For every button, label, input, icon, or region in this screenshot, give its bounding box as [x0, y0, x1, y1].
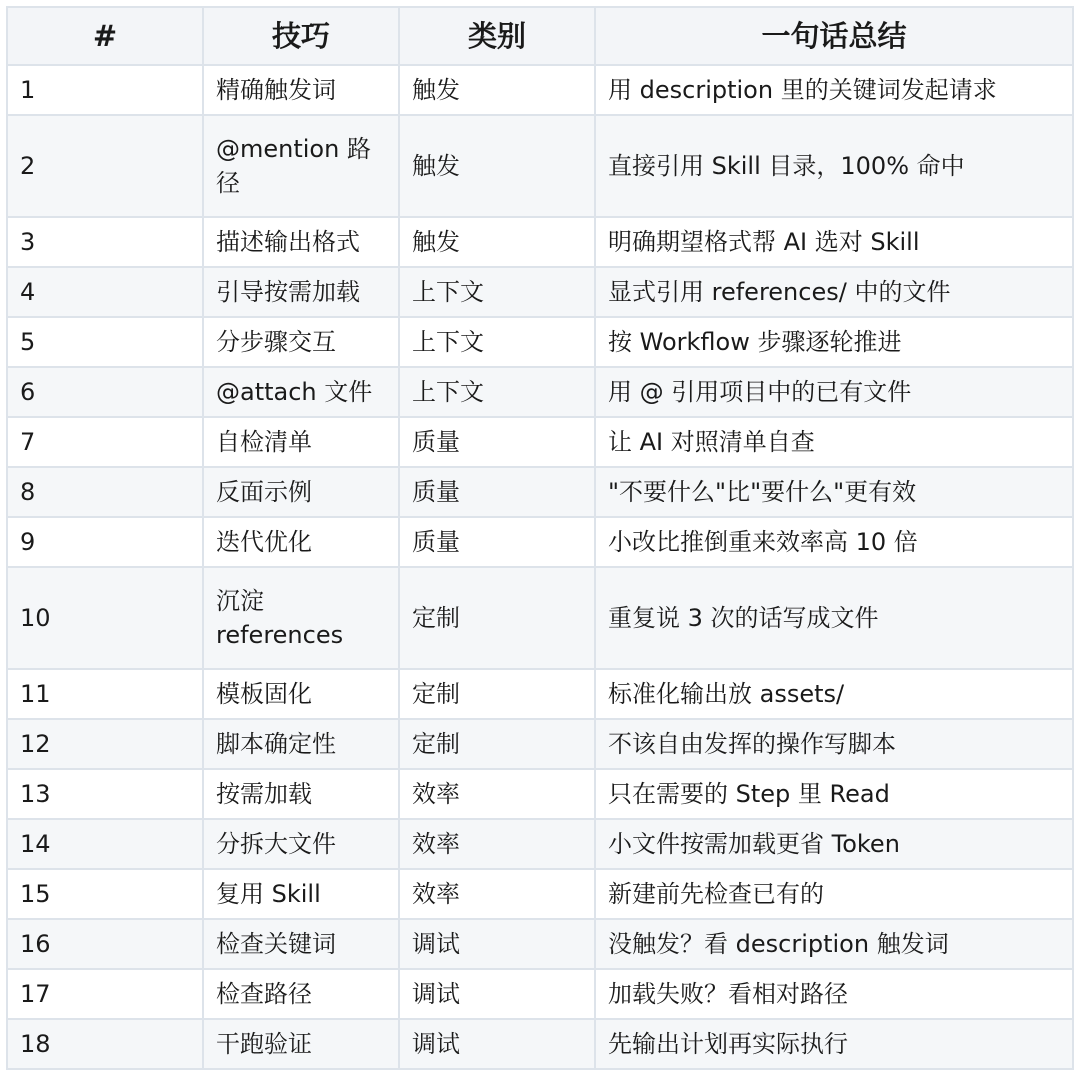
- table-row: [7, 669, 1073, 719]
- cell-tip: 分拆大文件: [203, 819, 399, 869]
- header-summary: 一句话总结: [595, 7, 1073, 65]
- cell-summary: "不要什么"比"要什么"更有效: [595, 467, 1073, 517]
- cell-summary: 用 description 里的关键词发起请求: [595, 65, 1073, 115]
- cell-number: 4: [7, 267, 203, 317]
- cell-tip: 干跑验证: [203, 1019, 399, 1069]
- table-row: [7, 869, 1073, 919]
- cell-summary: 用 @ 引用项目中的已有文件: [595, 367, 1073, 417]
- table-row: [7, 217, 1073, 267]
- table-row: [7, 467, 1073, 517]
- cell-number: 3: [7, 217, 203, 267]
- cell-category: 定制: [399, 719, 595, 769]
- cell-category: 质量: [399, 517, 595, 567]
- cell-number: 14: [7, 819, 203, 869]
- cell-tip: @mention 路径: [203, 115, 399, 217]
- cell-number: 15: [7, 869, 203, 919]
- cell-tip: 精确触发词: [203, 65, 399, 115]
- cell-summary: 直接引用 Skill 目录，100% 命中: [595, 115, 1073, 217]
- cell-category: 定制: [399, 669, 595, 719]
- table-row: [7, 317, 1073, 367]
- cell-category: 触发: [399, 217, 595, 267]
- cell-category: 效率: [399, 819, 595, 869]
- table-row: [7, 65, 1073, 115]
- cell-number: 12: [7, 719, 203, 769]
- cell-summary: 加载失败？看相对路径: [595, 969, 1073, 1019]
- cell-tip: 检查关键词: [203, 919, 399, 969]
- cell-category: 触发: [399, 65, 595, 115]
- cell-category: 质量: [399, 467, 595, 517]
- table-row: [7, 567, 1073, 669]
- cell-category: 定制: [399, 567, 595, 669]
- cell-summary: 小文件按需加载更省 Token: [595, 819, 1073, 869]
- cell-tip: 描述输出格式: [203, 217, 399, 267]
- table-row: [7, 367, 1073, 417]
- cell-tip: 引导按需加载: [203, 267, 399, 317]
- header-row: [7, 7, 1073, 65]
- cell-category: 上下文: [399, 317, 595, 367]
- table-row: [7, 719, 1073, 769]
- cell-tip: 按需加载: [203, 769, 399, 819]
- cell-tip: @attach 文件: [203, 367, 399, 417]
- table-row: [7, 969, 1073, 1019]
- cell-summary: 让 AI 对照清单自查: [595, 417, 1073, 467]
- cell-number: 7: [7, 417, 203, 467]
- cell-number: 5: [7, 317, 203, 367]
- cell-category: 调试: [399, 919, 595, 969]
- cell-number: 8: [7, 467, 203, 517]
- table-row: [7, 267, 1073, 317]
- table-row: [7, 115, 1073, 217]
- cell-number: 9: [7, 517, 203, 567]
- cell-tip: 复用 Skill: [203, 869, 399, 919]
- cell-tip: 沉淀 references: [203, 567, 399, 669]
- header-category: 类别: [399, 7, 595, 65]
- table-header: [7, 7, 1073, 65]
- table-body: [7, 65, 1073, 1069]
- cell-category: 调试: [399, 969, 595, 1019]
- table-row: [7, 1019, 1073, 1069]
- cell-summary: 先输出计划再实际执行: [595, 1019, 1073, 1069]
- cell-tip: 脚本确定性: [203, 719, 399, 769]
- cell-tip: 模板固化: [203, 669, 399, 719]
- cell-summary: 按 Workflow 步骤逐轮推进: [595, 317, 1073, 367]
- cell-summary: 明确期望格式帮 AI 选对 Skill: [595, 217, 1073, 267]
- cell-category: 效率: [399, 869, 595, 919]
- cell-tip: 检查路径: [203, 969, 399, 1019]
- cell-number: 13: [7, 769, 203, 819]
- cell-summary: 新建前先检查已有的: [595, 869, 1073, 919]
- cell-summary: 小改比推倒重来效率高 10 倍: [595, 517, 1073, 567]
- cell-summary: 没触发？看 description 触发词: [595, 919, 1073, 969]
- table-row: [7, 919, 1073, 969]
- cell-category: 上下文: [399, 367, 595, 417]
- header-tip: 技巧: [203, 7, 399, 65]
- cell-category: 触发: [399, 115, 595, 217]
- cell-number: 11: [7, 669, 203, 719]
- cell-category: 上下文: [399, 267, 595, 317]
- tips-table-container: [6, 6, 1072, 1070]
- table-row: [7, 517, 1073, 567]
- cell-summary: 显式引用 references/ 中的文件: [595, 267, 1073, 317]
- table-row: [7, 417, 1073, 467]
- cell-number: 18: [7, 1019, 203, 1069]
- tips-table: [6, 6, 1074, 1070]
- header-number: #: [7, 7, 203, 65]
- table-row: [7, 769, 1073, 819]
- cell-summary: 标准化输出放 assets/: [595, 669, 1073, 719]
- cell-number: 10: [7, 567, 203, 669]
- cell-category: 效率: [399, 769, 595, 819]
- cell-tip: 反面示例: [203, 467, 399, 517]
- cell-category: 调试: [399, 1019, 595, 1069]
- cell-number: 1: [7, 65, 203, 115]
- cell-tip: 自检清单: [203, 417, 399, 467]
- cell-category: 质量: [399, 417, 595, 467]
- cell-summary: 重复说 3 次的话写成文件: [595, 567, 1073, 669]
- cell-number: 6: [7, 367, 203, 417]
- cell-number: 16: [7, 919, 203, 969]
- cell-number: 2: [7, 115, 203, 217]
- cell-tip: 迭代优化: [203, 517, 399, 567]
- table-row: [7, 819, 1073, 869]
- cell-summary: 只在需要的 Step 里 Read: [595, 769, 1073, 819]
- cell-number: 17: [7, 969, 203, 1019]
- cell-tip: 分步骤交互: [203, 317, 399, 367]
- cell-summary: 不该自由发挥的操作写脚本: [595, 719, 1073, 769]
